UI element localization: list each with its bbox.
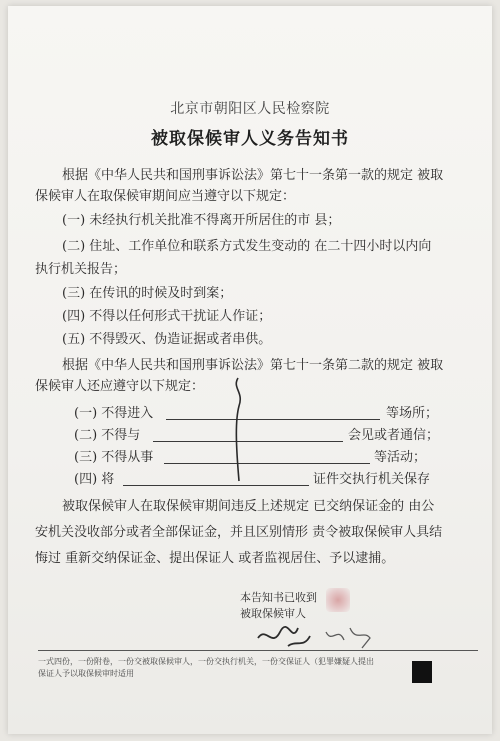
document-title: 被取保候审人义务告知书 <box>151 129 349 149</box>
section2-item1-suffix: 等场所； <box>386 406 439 421</box>
warning-line2: 安机关没收部分或者全部保证金，并且区别情形 责令被取保候审人具结 <box>35 525 443 540</box>
section2-item4-prefix: (四) 将 <box>74 472 115 487</box>
issuing-agency: 北京市朝阳区人民检察院 <box>170 101 330 117</box>
section2-item2-prefix: (二) 不得与 <box>74 428 141 443</box>
redaction-block <box>412 661 432 683</box>
receipt-line1: 本告知书已收到 <box>240 591 317 604</box>
warning-line1: 被取保候审人在取保候审期间违反上述规定 已交纳保证金的 由公 <box>62 499 435 514</box>
section1-item5: (五) 不得毁灭、伪造证据或者串供。 <box>62 332 272 347</box>
blank-line-places <box>166 419 380 420</box>
section1-intro-line2: 保候审人在取保候审期间应当遵守以下规定： <box>35 189 296 204</box>
document-page <box>8 6 492 734</box>
section1-item2-line2: 执行机关报告； <box>35 262 127 277</box>
receipt-line2: 被取保候审人 <box>240 607 306 620</box>
section2-item3-prefix: (三) 不得从事 <box>74 450 154 465</box>
section2-item2-suffix: 会见或者通信； <box>348 428 440 443</box>
footer-line2: 保证人予以取保候审时适用 <box>38 669 134 678</box>
section2-item1-prefix: (一) 不得进入 <box>74 406 154 421</box>
section1-item1: (一) 未经执行机关批准不得离开所居住的市 县； <box>62 213 341 228</box>
section1-intro-line1: 根据《中华人民共和国刑事诉讼法》第七十一条第一款的规定 被取 <box>62 168 444 183</box>
warning-line3: 悔过 重新交纳保证金、提出保证人 或者监视居住、予以逮捕。 <box>35 551 395 566</box>
section2-intro-line2: 保候审人还应遵守以下规定： <box>35 379 205 394</box>
section1-item4: (四) 不得以任何形式干扰证人作证； <box>62 309 272 324</box>
redacted-stamp <box>326 588 350 612</box>
footer-line1: 一式四份，一份附卷，一份交被取保候审人，一份交执行机关，一份交保证人（犯罪嫌疑人提出 <box>38 657 374 666</box>
handwritten-slash-mark <box>230 376 260 486</box>
section1-item3: (三) 在传讯的时候及时到案； <box>62 286 233 301</box>
footer-divider <box>38 650 478 651</box>
handwritten-signature <box>252 618 382 654</box>
section2-item3-suffix: 等活动； <box>374 450 427 465</box>
section2-intro-line1: 根据《中华人民共和国刑事诉讼法》第七十一条第二款的规定 被取 <box>62 358 444 373</box>
section1-item2-line1: (二) 住址、工作单位和联系方式发生变动的 在二十四小时以内向 <box>62 239 432 254</box>
section2-item4-suffix: 证件交执行机关保存 <box>313 472 431 487</box>
blank-line-documents <box>123 485 309 486</box>
blank-line-activities <box>164 463 370 464</box>
